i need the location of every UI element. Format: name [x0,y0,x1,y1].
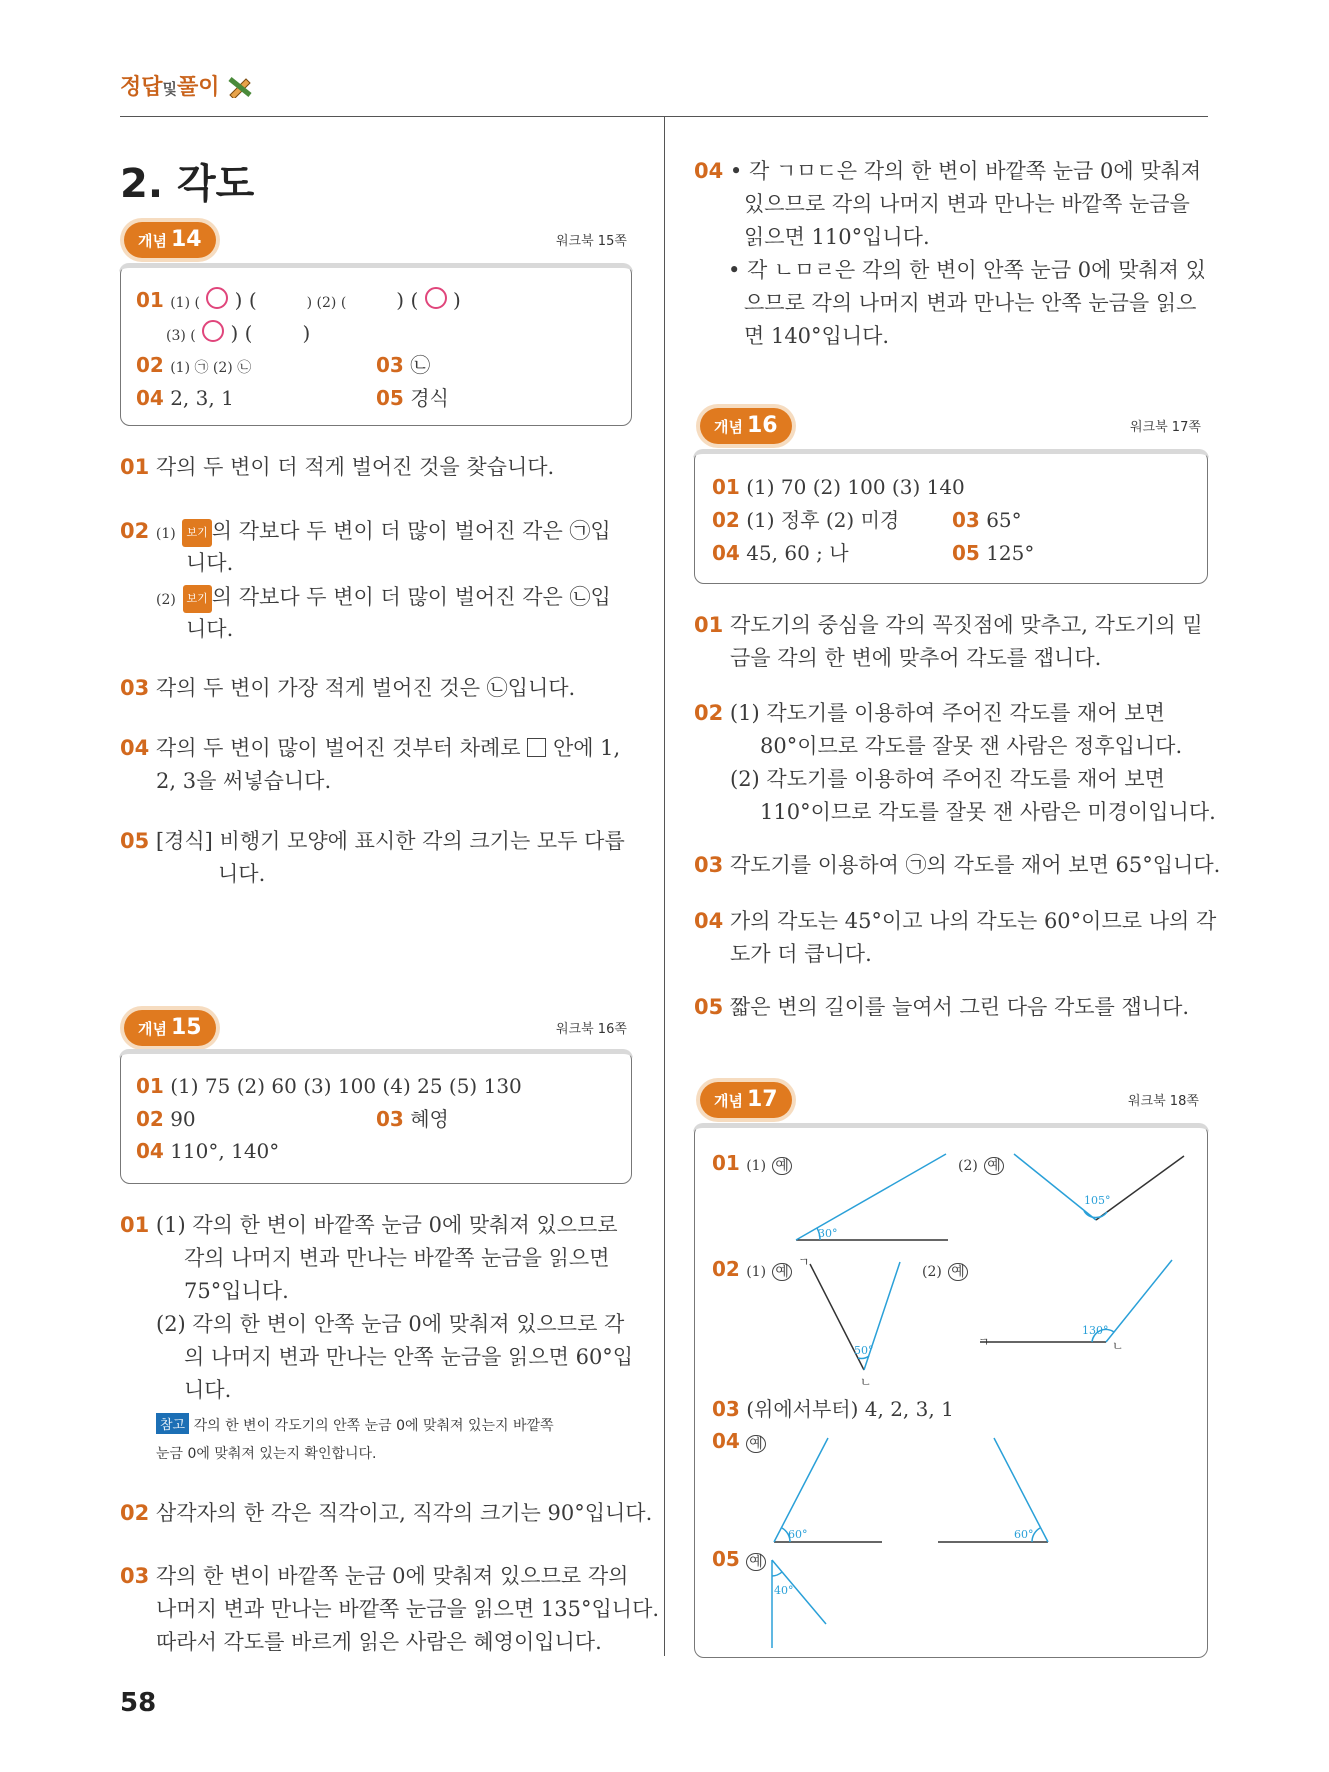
answer-14-01: 01 (1) ( ) ( ) (2) ( ) ( ) [136,288,461,312]
answer-16-02: 02 (1) 정후 (2) 미경 [712,508,900,532]
fig-01-2-ray-b [1096,1156,1184,1220]
answer-16-04: 04 45, 60 ; 나 [712,541,849,565]
answer-14-02: 02 (1) ㉠ (2) ㉡ [136,353,252,377]
explain-15-01a: 01 (1) 각의 한 변이 바깥쪽 눈금 0에 맞춰져 있으므로 [120,1213,618,1237]
explain-15-03b: 나머지 변과 만나는 바깥쪽 눈금을 읽으면 135°입니다. [156,1597,660,1621]
fig-02-2-ray [1106,1260,1172,1342]
explain-14-01: 01 각의 두 변이 더 적게 벌어진 것을 찾습니다. [120,455,555,479]
workbook-ref: 워크북 18쪽 [1128,1094,1199,1109]
answer-17-01: 01 (1) 예 [712,1150,792,1179]
fig-05-arc [772,1572,782,1576]
answer-14-03: 03 ㉡ [376,353,431,377]
glyph-ga-2: ㄱ [978,1335,990,1349]
explain-16-04b: 도가 더 큽니다. [730,942,872,966]
note-15-cont: 눈금 0에 맞춰져 있는지 확인합니다. [156,1446,377,1462]
explain-16-02a: 02 (1) 각도기를 이용하여 주어진 각도를 재어 보면 [694,701,1165,725]
angle-figures [694,1124,1206,1656]
column-divider [664,116,665,1656]
explain-14-02b-cont: 니다. [186,617,234,641]
bogi-badge: 보기 [183,585,212,613]
explain-16-02b: 80°이므로 각도를 잘못 잰 사람은 정후입니다. [760,734,1183,758]
chamgo-badge: 참고 [156,1413,189,1434]
section-17-pill: 개념 17 [700,1082,792,1118]
label-130: 130° [1082,1324,1109,1337]
answer-14-01-3: (3) ( ) ( ) [166,321,311,345]
explain-15-04-l1: 04 • 각 ㄱㅁㄷ은 각의 한 변이 바깥쪽 눈금 0에 맞춰져 [694,159,1202,183]
explain-15-03a: 03 각의 한 변이 바깥쪽 눈금 0에 맞춰져 있으므로 각의 [120,1564,629,1588]
explain-15-04-l3: 읽으면 110°입니다. [744,225,930,249]
explain-14-05: 05 [경식] 비행기 모양에 표시한 각의 크기는 모두 다릅 [120,829,625,853]
explain-14-04-cont: 2, 3을 써넣습니다. [156,769,332,793]
explain-14-04: 04 각의 두 변이 많이 벌어진 것부터 차례로 안에 1, [120,736,621,760]
label-30: 30° [818,1227,838,1240]
label-40: 40° [774,1584,794,1597]
workbook-ref: 워크북 17쪽 [1130,420,1201,435]
glyph-ni-1: ㄴ [860,1375,872,1389]
explain-15-01d: (2) 각의 한 변이 안쪽 눈금 0에 맞춰져 있으므로 각 [156,1312,625,1336]
answer-14-04: 04 2, 3, 1 [136,386,234,410]
explain-15-01b: 각의 나머지 변과 만나는 바깥쪽 눈금을 읽으면 [184,1246,610,1270]
explain-16-04a: 04 가의 각도는 45°이고 나의 각도는 60°이므로 나의 각 [694,909,1217,933]
fig-04-1-ray [774,1438,828,1542]
header-title-a: 정답 [120,75,163,100]
answer-15-04: 04 110°, 140° [136,1139,280,1163]
note-15: 참고 각의 한 변이 각도기의 안쪽 눈금 0에 맞춰져 있는지 바깥쪽 [156,1413,554,1435]
explain-16-05: 05 짧은 변의 길이를 늘여서 그린 다음 각도를 잽니다. [694,995,1190,1019]
answer-16-01: 01 (1) 70 (2) 100 (3) 140 [712,475,965,499]
answer-15-03: 03 혜영 [376,1107,449,1131]
answer-16-05: 05 125° [952,541,1035,565]
answer-17-05: 05 예 [712,1546,766,1575]
answer-17-02-2: (2) 예 [922,1256,968,1285]
square-box [527,738,546,757]
header-title [120,70,253,104]
explain-14-03: 03 각의 두 변이 가장 적게 벌어진 것은 ㉡입니다. [120,676,576,700]
section-label: 개념 [138,232,167,250]
explain-14-02b: (2) 보기 의 각보다 두 변이 더 많이 벌어진 각은 ㉡입 [156,584,611,613]
label-60a: 60° [788,1528,808,1541]
circle-mark [202,320,224,342]
explain-15-01c: 75°입니다. [184,1279,289,1303]
pencil-ruler-icon [227,76,253,104]
fig-04-2-ray [994,1438,1048,1542]
bogi-badge: 보기 [182,519,211,547]
glyph-ni-2: ㄴ [1112,1339,1124,1353]
section-15-pill: 개념 15 [124,1010,216,1046]
explain-16-01b: 금을 각의 한 변에 맞추어 각도를 잽니다. [730,646,1102,670]
answer-16-03: 03 65° [952,508,1022,532]
page-number: 58 [120,1688,157,1718]
explain-15-04-l2: 있으므로 각의 나머지 변과 만나는 바깥쪽 눈금을 [744,192,1190,216]
glyph-ga-1: ㄱ [798,1255,810,1269]
header-title-b: 풀이 [177,75,220,100]
answer-17-04: 04 예 [712,1428,766,1457]
circle-mark [206,287,228,309]
explain-15-03c: 따라서 각도를 바르게 읽은 사람은 혜영이입니다. [156,1630,602,1654]
section-16-pill: 개념 16 [700,408,792,444]
workbook-ref: 워크북 15쪽 [556,234,627,249]
answer-15-01: 01 (1) 75 (2) 60 (3) 100 (4) 25 (5) 130 [136,1074,522,1098]
answer-15-02: 02 90 [136,1107,196,1131]
explain-15-04-l4: • 각 ㄴㅁㄹ은 각의 한 변이 안쪽 눈금 0에 맞춰져 있 [728,258,1206,282]
explain-14-02a-cont: 니다. [186,551,234,575]
answer-17-01-2: (2) 예 [958,1150,1004,1179]
circle-mark [425,287,447,309]
answer-17-02: 02 (1) 예 [712,1256,792,1285]
chapter-title: 2. 각도 [120,161,255,207]
answer-14-05: 05 경식 [376,386,449,410]
answer-17-03: 03 (위에서부터) 4, 2, 3, 1 [712,1397,954,1421]
section-14-pill [124,222,216,258]
explain-16-02c: (2) 각도기를 이용하여 주어진 각도를 재어 보면 [730,767,1165,791]
label-50: 50° [854,1344,874,1357]
explain-15-02: 02 삼각자의 한 각은 직각이고, 직각의 크기는 90°입니다. [120,1501,653,1525]
header-title-mid: 및 [162,80,178,98]
workbook-ref: 워크북 16쪽 [556,1022,627,1037]
explain-15-04-l6: 면 140°입니다. [744,324,890,348]
explain-16-03: 03 각도기를 이용하여 ㉠의 각도를 재어 보면 65°입니다. [694,853,1221,877]
section-num: 14 [170,227,202,252]
label-60b: 60° [1014,1528,1034,1541]
fig-01-2-ray-a [1014,1154,1096,1220]
label-105: 105° [1084,1194,1111,1207]
explain-14-05-cont: 니다. [218,862,266,886]
example-mark: 예 [772,1157,792,1175]
explain-16-01a: 01 각도기의 중심을 각의 꼭짓점에 맞추고, 각도기의 밑 [694,613,1203,637]
explain-15-04-l5: 으므로 각의 나머지 변과 만나는 안쪽 눈금을 읽으 [744,291,1197,315]
explain-14-02a: 02 (1) 보기 의 각보다 두 변이 더 많이 벌어진 각은 ㉠입 [120,518,611,547]
explain-16-02d: 110°이므로 각도를 잘못 잰 사람은 미경이입니다. [760,800,1216,824]
explain-15-01e: 의 나머지 변과 만나는 안쪽 눈금을 읽으면 60°입 [184,1345,634,1369]
explain-15-01f: 니다. [184,1378,232,1402]
